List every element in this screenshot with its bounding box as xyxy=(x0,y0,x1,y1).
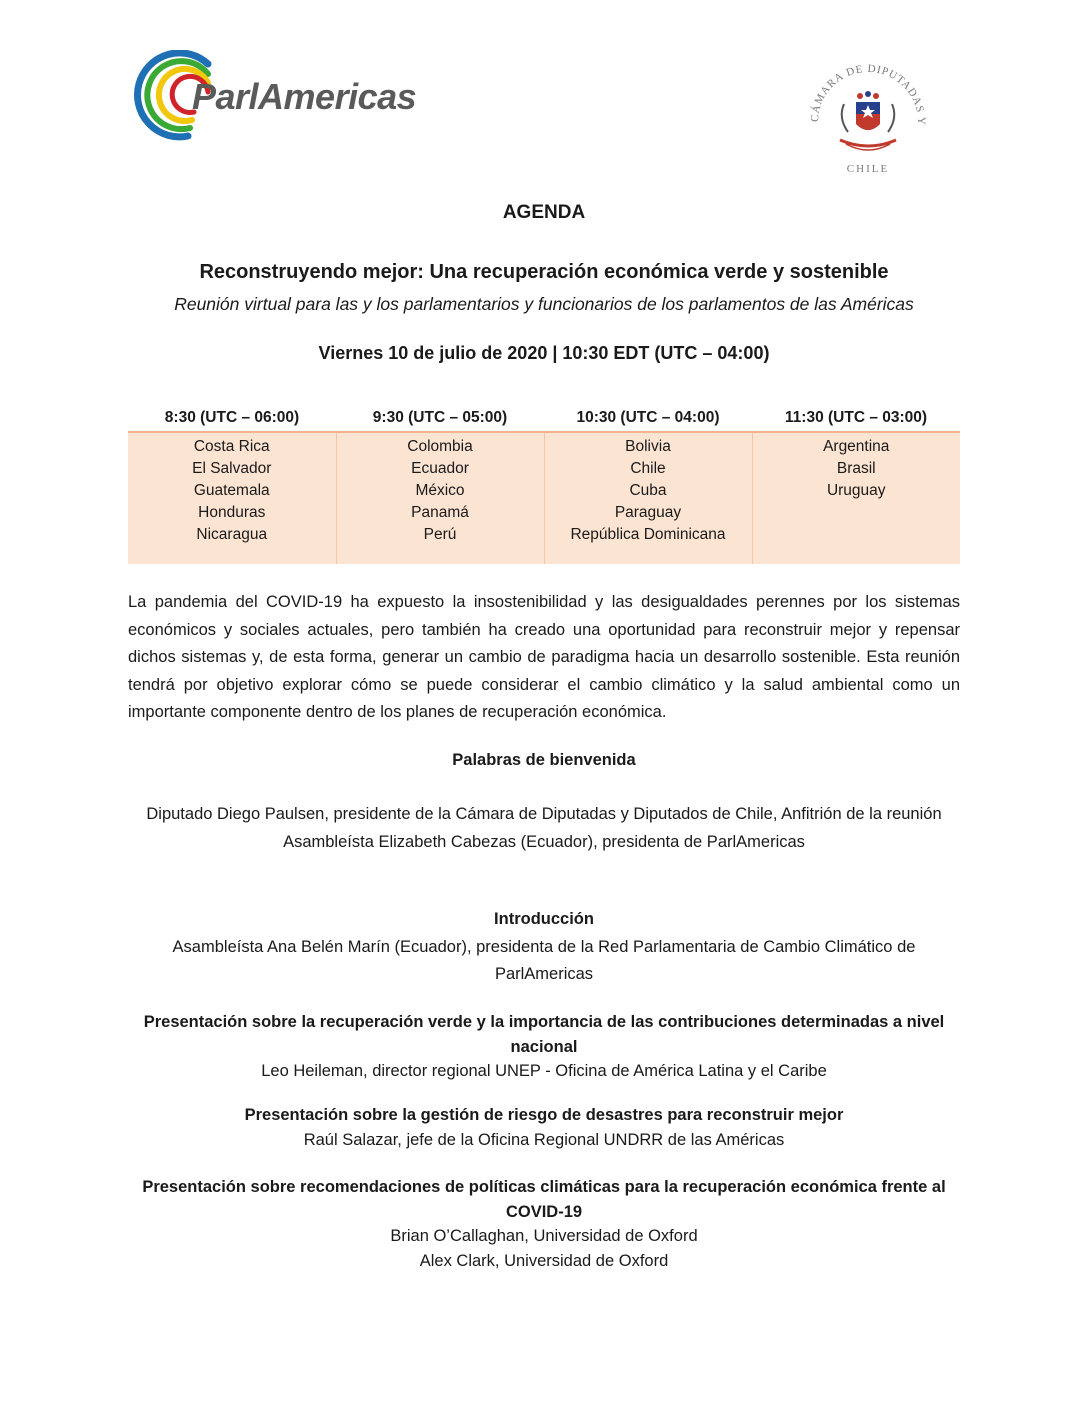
section-heading: Presentación sobre la recuperación verde y la importancia de las contribuciones determinadas a nivel nacional xyxy=(143,1013,945,1056)
schedule-time-header: 9:30 (UTC – 05:00) xyxy=(336,406,544,432)
section-heading-bienvenida: Palabras de bienvenida xyxy=(452,751,636,769)
speaker-line: Asambleísta Elizabeth Cabezas (Ecuador), presidenta de ParlAmericas xyxy=(283,832,805,851)
page-title: Reconstruyendo mejor: Una recuperación económica verde y sostenible xyxy=(199,261,889,283)
seal-arc-text: CÁMARA DE DIPUTADAS Y xyxy=(808,62,928,126)
country-name: Panamá xyxy=(411,504,469,521)
schedule-time-header: 10:30 (UTC – 04:00) xyxy=(544,406,752,432)
section-heading: Presentación sobre la gestión de riesgo de desastres para reconstruir mejor xyxy=(244,1106,844,1124)
page-subtitle: Reunión virtual para las y los parlamentarios y funcionarios de los parlamentos de las Américas xyxy=(174,294,914,314)
speaker-line: Diputado Diego Paulsen, presidente de la Cámara de Diputadas y Diputados de Chile, Anfitrión de la reunión xyxy=(146,805,942,823)
parlamericas-wordmark: ParlAmericas xyxy=(192,76,417,117)
camara-chile-seal xyxy=(800,44,936,180)
country-name: Argentina xyxy=(823,438,890,455)
parlamericas-logo xyxy=(128,50,448,146)
schedule-table xyxy=(128,406,960,564)
country-name: El Salvador xyxy=(192,460,272,477)
speaker-line: Leo Heileman, director regional UNEP - Oficina de América Latina y el Caribe xyxy=(261,1062,827,1080)
country-list xyxy=(336,432,544,564)
speaker-line: Brian O’Callaghan, Universidad de Oxford xyxy=(390,1227,698,1245)
section-presentacion-1 xyxy=(128,1010,960,1084)
country-name: Brasil xyxy=(836,460,876,477)
section-heading: Introducción xyxy=(494,910,594,928)
schedule-time-header: 11:30 (UTC – 03:00) xyxy=(752,406,960,432)
country-name: Honduras xyxy=(198,504,266,521)
speaker-line: Raúl Salazar, jefe de la Oficina Regional UNDRR de las Américas xyxy=(303,1130,785,1149)
speaker-line: Asambleísta Ana Belén Marín (Ecuador), presidenta de la Red Parlamentaria de Cambio Climático de ParlAmericas xyxy=(172,937,916,984)
country-name: Cuba xyxy=(629,482,667,499)
coat-of-arms-icon xyxy=(840,91,896,150)
section-bienvenida xyxy=(128,801,960,856)
country-name: Chile xyxy=(630,460,666,477)
speaker-line: Alex Clark, Universidad de Oxford xyxy=(419,1251,669,1270)
country-list xyxy=(752,432,960,564)
seal-country-text: CHILE xyxy=(846,163,890,175)
country-list xyxy=(128,432,336,564)
section-heading: Presentación sobre recomendaciones de políticas climáticas para la recuperación económica frente al COVID-19 xyxy=(142,1178,946,1221)
country-name: México xyxy=(415,482,465,499)
section-presentacion-3 xyxy=(128,1175,960,1273)
country-list xyxy=(544,432,752,564)
country-name: Ecuador xyxy=(411,460,469,477)
schedule-header-row xyxy=(128,406,960,432)
section-introduccion xyxy=(128,906,960,989)
intro-paragraph: La pandemia del COVID-19 ha expuesto la insostenibilidad y las desigualdades perennes por los sistemas económicos y sociales actuales, pero también ha creado una oportunidad para reconstruir mejor y repensar dichos sistemas y, de esta forma, generar un cambio de paradigma hacia un desarrollo sostenible. Esta reunión tendrá por objetivo explorar cómo se puede considerar el cambio climático y la salud ambiental como un importante componente dentro de los planes de recuperación económica. xyxy=(128,593,960,722)
schedule-countries-row xyxy=(128,432,960,564)
country-name: Uruguay xyxy=(826,482,886,499)
country-name: Bolivia xyxy=(625,438,671,455)
country-name: Colombia xyxy=(407,438,473,455)
country-name: República Dominicana xyxy=(570,526,726,543)
country-name: Costa Rica xyxy=(193,438,270,455)
country-name: Nicaragua xyxy=(196,526,268,543)
country-name: Perú xyxy=(423,526,457,543)
schedule-time-header: 8:30 (UTC – 06:00) xyxy=(128,406,336,432)
event-date: Viernes 10 de julio de 2020 | 10:30 EDT (UTC – 04:00) xyxy=(318,343,770,363)
agenda-label: AGENDA xyxy=(502,202,586,223)
section-presentacion-2 xyxy=(128,1103,960,1152)
country-name: Guatemala xyxy=(193,482,270,499)
country-name: Paraguay xyxy=(614,504,682,521)
